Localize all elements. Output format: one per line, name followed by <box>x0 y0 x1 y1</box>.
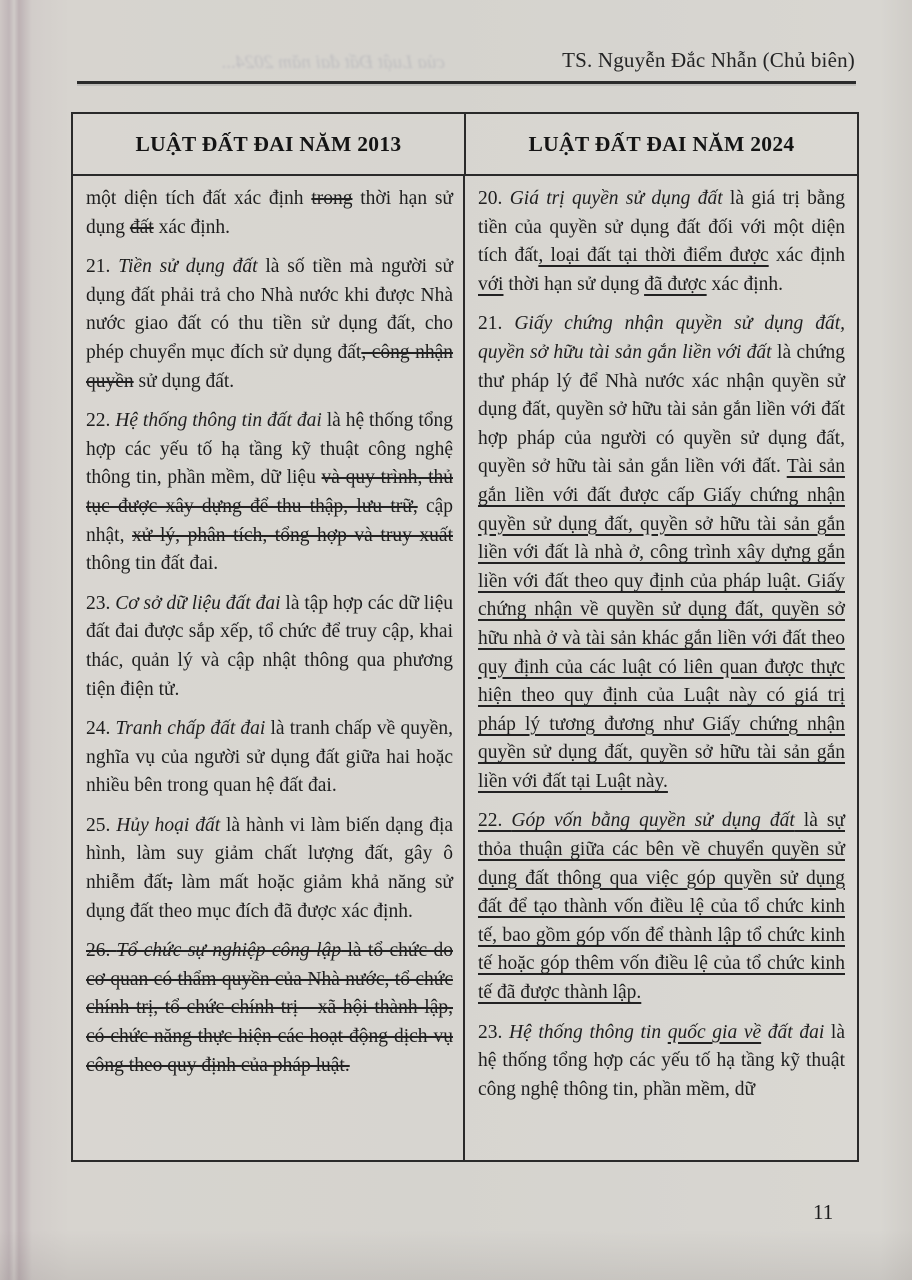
text-run: là tổ chức do cơ quan có thẩm quyền của Nhà nước, tổ chức chính trị, tổ chức chính trị - xã hội thành lập, có chức năng thực hiện các hoạt động dịch vụ công theo quy định của pháp luật. <box>86 940 453 1076</box>
paragraph-continuation <box>86 185 453 242</box>
text-run: là hành vi làm biến dạng địa hình, làm suy giảm chất lượng đất, gây ô nhiễm đất <box>86 814 454 894</box>
text-run: là hệ thống tổng hợp các yếu tố hạ tầng kỹ thuật công nghệ thông tin, phần mềm, dữ liệu <box>86 410 453 489</box>
text-run: , công nhận quyền <box>86 341 454 392</box>
text-run: 21. <box>478 313 515 335</box>
text-run: Hệ thống thông tin <box>509 1021 668 1043</box>
text-run: 25. <box>86 814 117 836</box>
reverse-page-bleed-text: của Luật Đất đai năm 2024... <box>221 52 445 73</box>
text-run: , loại đất tại thời điểm được <box>538 245 769 267</box>
table-header-row <box>73 114 857 176</box>
text-run: sử dụng đất. <box>133 370 235 392</box>
text-run: thông tin đất đai. <box>86 553 219 575</box>
text-run: Tài sản gắn liền với đất được cấp Giấy chứng nhận quyền sử dụng đất, quyền sở hữu tài sản gắn liền với đất là nhà ở, công trình xây dựng gắn liền với đất theo quy định của pháp luật. Giấy chứng nhận về quyền sử dụng đất, quyền sở hữu nhà ở và tài sản khác gắn liền với đất theo quy định của các luật có liên quan được thực hiện theo quy định của Luật này có giá trị pháp lý tương đương như Giấy chứng nhận quyền sử dụng đất, quyền sở hữu tài sản gắn liền với đất tại Luật này. <box>478 456 845 792</box>
table-body-row <box>73 176 857 1160</box>
text-run: 21. <box>86 256 119 278</box>
text-run: Góp vốn bằng quyền sử dụng đất <box>511 810 795 832</box>
column-header-law-2024: LUẬT ĐẤT ĐAI NĂM 2024 <box>528 131 795 156</box>
text-run: là hệ thống tổng hợp các yếu tố hạ tầng kỹ thuật công nghệ thông tin, phần mềm, dữ <box>478 1021 845 1100</box>
text-run: và quy trình, thủ tục được xây dựng để thu thập, lưu trữ, <box>86 467 453 517</box>
law-2013-column-cell <box>73 176 465 1160</box>
text-run: quốc gia về <box>667 1021 762 1043</box>
text-run: đã được <box>644 273 707 295</box>
text-run: Hủy hoại đất <box>116 814 221 836</box>
text-run: xác định. <box>153 216 231 238</box>
text-run: thời hạn sử dụng <box>503 273 645 295</box>
text-run: Cơ sở dữ liệu đất đai <box>115 592 281 614</box>
text-run: 20. <box>478 188 510 209</box>
paragraph-23-2013 <box>86 590 453 704</box>
text-run: xác định <box>768 245 845 267</box>
paragraph-21-2024 <box>478 310 845 796</box>
paragraph-22-2024 <box>478 807 845 1007</box>
text-run: Tổ chức sự nghiệp công lập <box>116 940 342 962</box>
text-run: một diện tích đất xác định <box>86 188 312 209</box>
text-run: Tiền sử dụng đất <box>118 256 258 278</box>
column-header-law-2013: LUẬT ĐẤT ĐAI NĂM 2013 <box>73 114 466 174</box>
paragraph-23-2024 <box>478 1019 845 1105</box>
text-run: là số tiền mà người sử dụng đất phải trả cho Nhà nước khi được Nhà nước giao đất có thu tiền sử dụng đất, cho phép chuyển mục đích sử dụng đất <box>86 256 454 363</box>
text-run: Giá trị quyền sử dụng đất <box>509 188 723 209</box>
text-run: 26. <box>86 940 117 962</box>
paragraph-22-2013 <box>86 407 453 579</box>
paragraph-25-2013 <box>86 812 453 926</box>
text-run: trong <box>311 188 353 209</box>
text-run: Tranh chấp đất đai <box>115 718 266 740</box>
text-run: với <box>478 273 504 295</box>
text-run: , <box>167 872 173 894</box>
text-run: 23. <box>478 1021 510 1043</box>
text-run: là giá trị bằng tiền của quyền sử dụng đất đối với một diện tích đất <box>478 188 845 267</box>
text-run: là sự thỏa thuận giữa các bên về chuyển quyền sử dụng đất thông qua việc góp quyền sử dụng đất để tạo thành vốn điều lệ của tổ chức kinh tế, bao gồm góp vốn để thành lập tổ chức kinh tế hoặc góp thêm vốn điều lệ của tổ chức kinh tế đã được thành lập. <box>478 810 845 1004</box>
text-run: Giấy chứng nhận quyền sử dụng đất, quyền sở hữu tài sản gắn liền với đất <box>478 313 846 363</box>
text-run: 23. <box>86 592 116 614</box>
text-run: 22. <box>478 810 512 832</box>
text-run: cập nhật, <box>86 495 453 546</box>
text-run: đất <box>129 216 154 238</box>
law-2024-column-cell <box>465 176 857 1160</box>
text-run: đất đai <box>761 1021 825 1043</box>
page-number: 11 <box>813 1200 834 1224</box>
text-run: 22. <box>86 410 116 432</box>
text-run: xử lý, phân tích, tổng hợp và truy xuất <box>132 524 453 546</box>
text-run: xác định. <box>706 273 784 295</box>
text-run: thời hạn sử dụng <box>86 188 453 238</box>
running-header: TS. Nguyễn Đắc Nhẫn (Chủ biên) <box>562 48 855 72</box>
paragraph-26-2013-struck <box>86 937 453 1080</box>
text-run: làm mất hoặc giảm khả năng sử dụng đất theo mục đích đã được xác định. <box>86 872 453 922</box>
paragraph-21-2013 <box>86 253 453 396</box>
text-run: Hệ thống thông tin đất đai <box>115 410 322 432</box>
text-run: 24. <box>86 718 116 740</box>
header-rule <box>77 81 856 84</box>
paragraph-24-2013 <box>86 715 453 801</box>
law-comparison-table <box>71 112 859 1162</box>
text-run: là tập hợp các dữ liệu đất đai được sắp xếp, tổ chức để truy cập, khai thác, quản lý và cập nhật thông qua phương tiện điện tử. <box>86 592 454 700</box>
text-run: là tranh chấp về quyền, nghĩa vụ của người sử dụng đất giữa hai hoặc nhiều bên trong quan hệ đất đai. <box>86 718 453 797</box>
paragraph-20-2024 <box>478 185 845 299</box>
text-run: là chứng thư pháp lý để Nhà nước xác nhận quyền sử dụng đất, quyền sở hữu tài sản gắn liền với đất hợp pháp của người có quyền sử dụng đất, quyền sở hữu tài sản gắn liền với đất. <box>478 341 845 478</box>
